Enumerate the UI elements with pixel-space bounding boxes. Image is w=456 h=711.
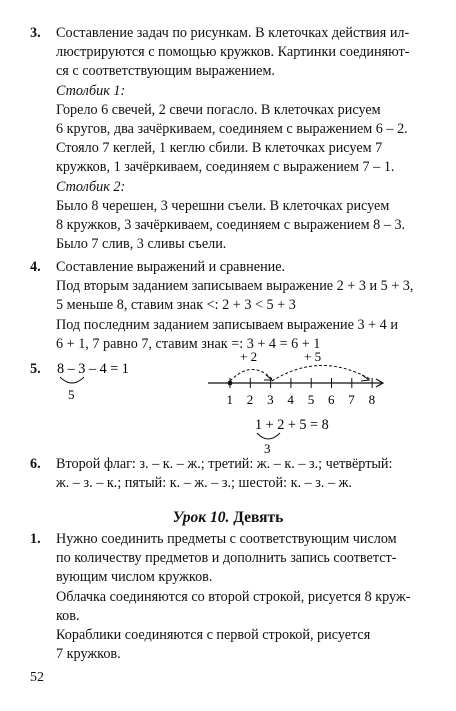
text-line: 8 кружков, 3 зачёркиваем, соединяем с выражением 8 – 3.	[56, 217, 406, 234]
tick-label: 8	[368, 392, 376, 407]
text-line: Было 8 черешен, 3 черешни съели. В клеточках рисуем	[56, 197, 390, 214]
exercise-number: 6.	[30, 456, 41, 472]
text-line: Под последним заданием записываем выражение 3 + 4 и	[56, 316, 398, 333]
text-line: Составление задач по рисункам. В клеточках действия ил-	[56, 25, 410, 41]
text-line: кружков, 1 зачёркиваем, соединяем с выражением 7 – 1.	[56, 159, 395, 176]
text-line: Стояло 7 кеглей, 1 кеглю сбили. В клеточках рисуем 7	[56, 140, 383, 157]
lesson-title: Урок 10.	[172, 509, 230, 526]
text-line: 5 меньше 8, ставим знак <: 2 + 3 < 5 + 3	[56, 297, 296, 314]
text-line: Горело 6 свечей, 2 свечи погасло. В клеточках рисуем	[56, 101, 381, 118]
tick-label: 5	[307, 392, 315, 407]
tick-label: 6	[328, 392, 335, 407]
tick-label: 4	[287, 392, 294, 407]
text-line: по количеству предметов и дополнить запись соответст-	[56, 550, 397, 567]
bracket-arc	[60, 377, 84, 383]
exercise-6	[30, 455, 428, 493]
text-line: ж. – з. – к.; пятый: к. – ж. – з.; шестой: к. – з. – ж.	[56, 475, 352, 492]
exercise-5-figure	[0, 345, 456, 457]
exercise-4	[30, 258, 428, 354]
exercise-3	[30, 24, 428, 254]
text-line: Нужно соединить предметы с соответствующим числом	[56, 531, 397, 547]
bracket-arc	[257, 433, 280, 439]
text-line: люстрируются с помощью кружков. Картинки соединяют-	[56, 44, 410, 61]
exercise-number: 3.	[30, 25, 41, 41]
exercise-number: 5.	[30, 361, 41, 377]
text-line: 6 кругов, два зачёркиваем, соединяем с выражением 6 – 2.	[56, 121, 408, 138]
text-line: вующим числом кружков.	[56, 569, 213, 586]
tick-label: 3	[267, 392, 274, 407]
tick-label: 2	[246, 392, 254, 407]
bracket-result: 5	[68, 387, 75, 402]
lesson-exercise-1	[30, 530, 428, 664]
expression-text: 8 – 3 – 4 = 1	[57, 361, 129, 377]
tick-label: 1	[226, 392, 233, 407]
bottom-bracket-result: 3	[264, 441, 271, 456]
text-line: Кораблики соединяются с первой строкой, рисуется	[56, 627, 371, 644]
text-line: Облачка соединяются со второй строкой, рисуется 8 круж-	[56, 588, 411, 605]
text-line: Второй флаг: з. – к. – ж.; третий: ж. – к. – з.; четвёртый:	[56, 456, 393, 472]
column-2-label: Столбик 2:	[56, 178, 126, 195]
lesson-heading	[0, 508, 456, 527]
tick-label: 7	[348, 392, 355, 407]
text-line: Под вторым заданием записываем выражение 2 + 3 и 5 + 3,	[56, 278, 414, 295]
text-line: ся с соответствующим выражением.	[56, 63, 275, 80]
exercise-number: 4.	[30, 259, 41, 275]
text-line: 7 кружков.	[56, 646, 121, 663]
column-1-label: Столбик 1:	[56, 82, 126, 99]
number-line-ticks	[227, 378, 376, 407]
jump-label-plus-5: + 5	[304, 349, 322, 364]
lesson-subtitle: Девять	[233, 509, 284, 526]
jump-arc-plus-2	[230, 369, 272, 381]
text-line: Составление выражений и сравнение.	[56, 259, 286, 275]
exercise-number: 1.	[30, 531, 41, 547]
page-number: 52	[30, 670, 44, 685]
text-line: Было 7 слив, 3 сливы съели.	[56, 236, 227, 253]
jump-label-plus-2: + 2	[240, 349, 258, 364]
text-line: 6 + 1, 7 равно 7, ставим знак =: 3 + 4 = 6 + 1	[56, 335, 321, 352]
bottom-expression: 1 + 2 + 5 = 8	[255, 417, 329, 433]
text-line: ков.	[56, 607, 80, 624]
jump-arc-plus-5	[272, 365, 370, 381]
